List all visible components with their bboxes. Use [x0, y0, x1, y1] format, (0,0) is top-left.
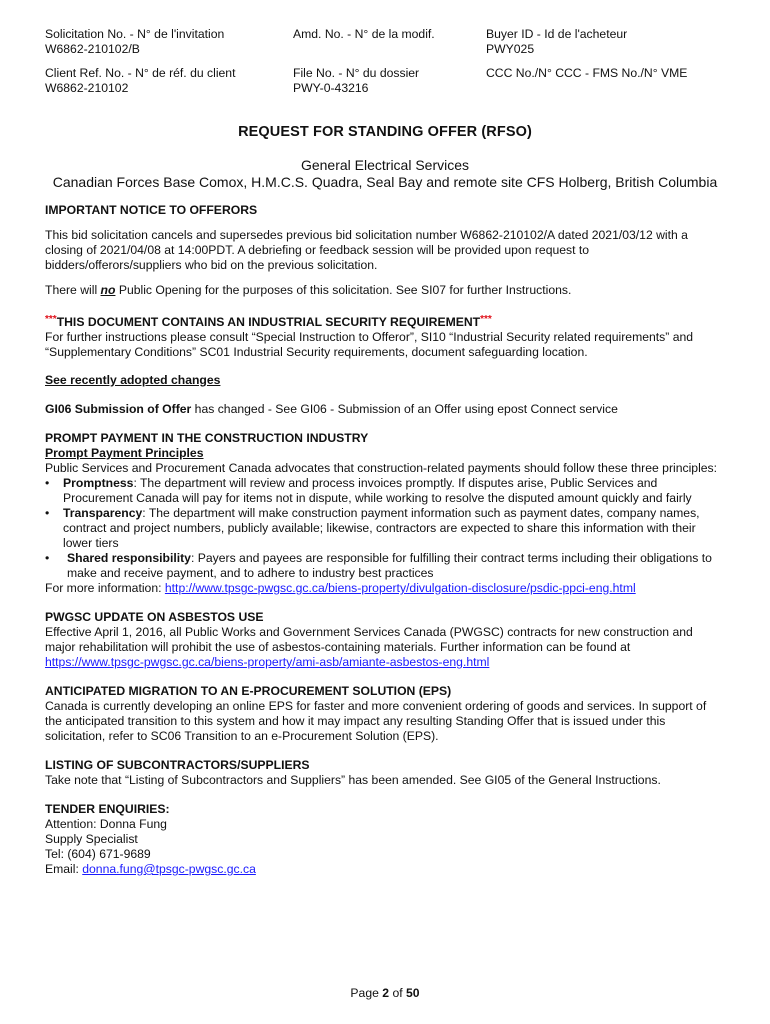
email-link[interactable]: donna.fung@tpsgc-pwgsc.gc.ca: [82, 862, 256, 876]
changes-heading: See recently adopted changes: [45, 373, 221, 387]
asbestos-link[interactable]: https://www.tpsgc-pwgsc.gc.ca/biens-property/ami-asb/amiante-asbestos-eng.html: [45, 655, 490, 669]
page-footer: Page 2 of 50: [350, 986, 420, 1000]
subcontractors-paragraph: Take note that “Listing of Subcontractors and Suppliers” has been amended. See GI05 of the General Instructions.: [45, 773, 661, 787]
document-title: REQUEST FOR STANDING OFFER (RFSO): [238, 124, 532, 140]
bullet-icon: •: [45, 506, 50, 520]
public-opening-paragraph: There will no Public Opening for the purposes of this solicitation. See SI07 for further Instructions.: [45, 283, 572, 297]
list-item: • Promptness: The department will review and process invoices promptly. If disputes arise, Public Services and Procurement Canada will pay for items not in dispute, while working to resolve the disputed amount quickly and fairly: [45, 476, 692, 505]
asbestos-paragraph: Effective April 1, 2016, all Public Works and Government Services Canada (PWGSC) contracts for new construction and major rehabilitation will prohibit the use of asbestos-containing materials. Further information can be found at: [45, 625, 693, 654]
header-block: [45, 27, 725, 96]
psdic-link[interactable]: http://www.tpsgc-pwgsc.gc.ca/biens-property/divulgation-disclosure/psdic-ppci-eng.html: [164, 581, 636, 595]
document-subtitle: General Electrical Services: [300, 157, 470, 173]
prompt-payment-subheading: Prompt Payment Principles: [45, 446, 204, 460]
principles-list: [45, 476, 725, 581]
list-item: • Shared responsibility: Payers and payees are responsible for fulfilling their contract terms including their obligations to make and receive payment, and to adhere to industry best practices: [45, 551, 712, 580]
asbestos-heading: PWGSC UPDATE ON ASBESTOS USE: [45, 610, 264, 624]
enquiries-attention: Attention: Donna Fung: [45, 817, 167, 831]
file-number: File No. - N° du dossier PWY-0-43216: [293, 66, 420, 95]
subcontractors-heading: LISTING OF SUBCONTRACTORS/SUPPLIERS: [45, 758, 310, 772]
enquiries-email: Email: donna.fung@tpsgc-pwgsc.gc.ca: [45, 862, 256, 876]
notice-heading: IMPORTANT NOTICE TO OFFERORS: [45, 203, 258, 217]
page-total: 50: [406, 986, 420, 1000]
document-location: Canadian Forces Base Comox, H.M.C.S. Quadra, Seal Bay and remote site CFS Holberg, British Columbia: [52, 174, 718, 190]
security-heading: ***THIS DOCUMENT CONTAINS AN INDUSTRIAL SECURITY REQUIREMENT***: [45, 314, 492, 329]
gi06-paragraph: GI06 Submission of Offer has changed - See GI06 - Submission of an Offer using epost Connect service: [45, 402, 618, 416]
asbestos-link-line: [45, 655, 725, 670]
page-number: 2: [382, 986, 390, 1000]
security-paragraph: For further instructions please consult “Special Instruction to Offeror”, SI10 “Industrial Security related requirements” and “Supplementary Conditions” SC01 Industrial Security requirements, document safeguarding location.: [45, 330, 694, 359]
enquiries-tel: Tel: (604) 671-9689: [45, 847, 151, 861]
solicitation-number: Solicitation No. - N° de l'invitation W6862-210102/B: [45, 27, 225, 56]
bullet-icon: •: [45, 476, 50, 490]
prompt-payment-heading: PROMPT PAYMENT IN THE CONSTRUCTION INDUSTRY: [45, 431, 369, 445]
notice-paragraph: This bid solicitation cancels and supersedes previous bid solicitation number W6862-210102/A dated 2021/03/12 with a closing of 2021/04/08 at 14:00PDT. A debriefing or feedback session will be provided upon request to bidders/offerors/suppliers who bid on the previous solicitation.: [45, 228, 688, 272]
client-reference: Client Ref. No. - N° de réf. du client W6862-210102: [45, 66, 236, 95]
list-item: • Transparency: The department will make construction payment information such as payment dates, company names, contract and project numbers, publicly available; likewise, contractors are expected to share this information with their lower tiers: [45, 506, 700, 550]
ccc-number: CCC No./N° CCC - FMS No./N° VME: [486, 66, 688, 80]
bullet-icon: •: [45, 551, 50, 565]
document-page: [45, 27, 725, 877]
prompt-payment-intro: Public Services and Procurement Canada advocates that construction-related payments should follow these three principles:: [45, 461, 718, 475]
buyer-id: Buyer ID - Id de l'acheteur PWY025: [486, 27, 628, 56]
eps-heading: ANTICIPATED MIGRATION TO AN E-PROCUREMENT SOLUTION (EPS): [45, 684, 452, 698]
amendment-number: Amd. No. - N° de la modif.: [293, 27, 435, 41]
enquiries-role: Supply Specialist: [45, 832, 138, 846]
enquiries-heading: TENDER ENQUIRIES:: [45, 802, 170, 816]
eps-paragraph: Canada is currently developing an online EPS for faster and more convenient ordering of goods and services. In support of the anticipated transition to this system and how it may impact any resulting Standing Offer that is issued under this solicitation, refer to SC06 Transition to an e-Procurement Solution (EPS).: [45, 699, 707, 743]
more-information: For more information: http://www.tpsgc-pwgsc.gc.ca/biens-property/divulgation-disclosure/psdic-ppci-eng.html: [45, 581, 636, 595]
